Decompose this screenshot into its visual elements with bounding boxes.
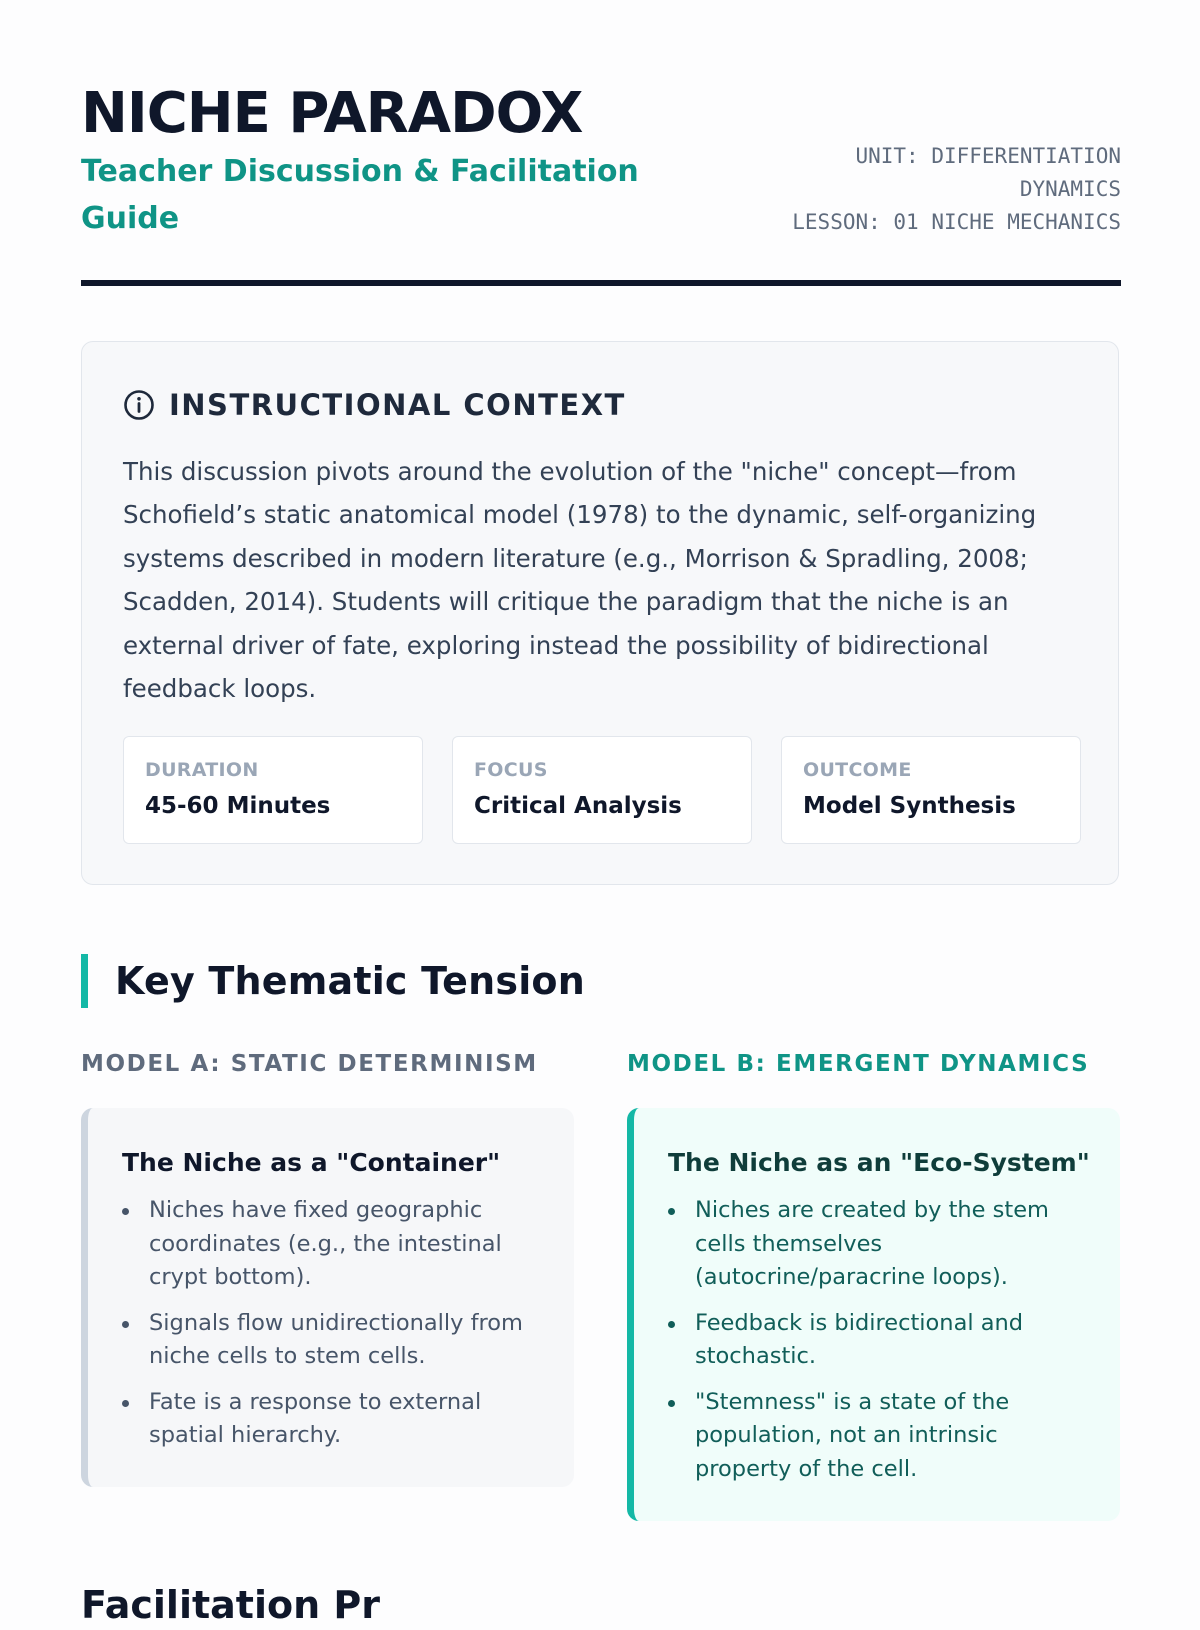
- model-b-card: [627, 1108, 1120, 1521]
- model-a-label: MODEL A: STATIC DETERMINISM: [81, 1051, 538, 1077]
- model-b-points: [668, 1194, 1094, 1486]
- stat-label: DURATION: [145, 759, 259, 781]
- section-accent-bar: [81, 954, 88, 1008]
- stat-value: Critical Analysis: [474, 793, 682, 819]
- page-title: NICHE PARADOX: [81, 81, 583, 146]
- meta-unit-continued: DYNAMICS: [1019, 177, 1121, 201]
- model-a-card: [81, 1108, 574, 1487]
- section-title: Key Thematic Tension: [115, 959, 585, 1003]
- page-subtitle: Teacher Discussion & Facilitation Guide: [81, 154, 639, 236]
- model-b-card-title: The Niche as an "Eco-System": [668, 1148, 1090, 1177]
- list-item: "Stemness" is a state of the population, not an intrinsic property of the cell.: [668, 1386, 1094, 1487]
- stat-focus: [452, 736, 752, 844]
- instructional-context-card: [81, 341, 1119, 885]
- model-b-label: MODEL B: EMERGENT DYNAMICS: [627, 1051, 1090, 1077]
- list-item: Signals flow unidirectionally from niche cells to stem cells.: [122, 1307, 548, 1374]
- model-a-points: [122, 1194, 548, 1453]
- stat-value: Model Synthesis: [803, 793, 1016, 819]
- header-divider: [81, 280, 1121, 286]
- stat-value: 45-60 Minutes: [145, 793, 331, 819]
- list-item: Niches are created by the stem cells themselves (autocrine/paracrine loops).: [668, 1194, 1094, 1295]
- context-heading: [123, 388, 626, 422]
- stat-duration: [123, 736, 423, 844]
- meta-unit: UNIT: DIFFERENTIATION: [855, 144, 1121, 168]
- list-item: Niches have fixed geographic coordinates (e.g., the intestinal crypt bottom).: [122, 1194, 548, 1295]
- context-body: This discussion pivots around the evolution of the "niche" concept—from Schofield’s static anatomical model (1978) to the dynamic, self-organizing systems described in modern literature (e.g., Morrison & Spradling, 2008; Scadden, 2014). Students will critique the paradigm that the niche is an external driver of fate, exploring instead the possibility of bidirectional feedback loops.: [123, 457, 1037, 704]
- list-item: Feedback is bidirectional and stochastic.: [668, 1307, 1094, 1374]
- stat-label: FOCUS: [474, 759, 548, 781]
- stat-label: OUTCOME: [803, 759, 912, 781]
- lesson-meta: [792, 140, 1121, 239]
- next-section-heading: Facilitation Pr: [81, 1583, 380, 1627]
- stat-outcome: [781, 736, 1081, 844]
- stat-row: [123, 736, 1081, 844]
- info-icon: [123, 389, 155, 421]
- list-item: Fate is a response to external spatial hierarchy.: [122, 1386, 548, 1453]
- section-heading-tension: [81, 954, 585, 1008]
- model-a-card-title: The Niche as a "Container": [122, 1148, 501, 1177]
- meta-lesson: LESSON: 01 NICHE MECHANICS: [792, 210, 1121, 234]
- context-title: INSTRUCTIONAL CONTEXT: [169, 388, 626, 422]
- page-header: [81, 82, 1121, 286]
